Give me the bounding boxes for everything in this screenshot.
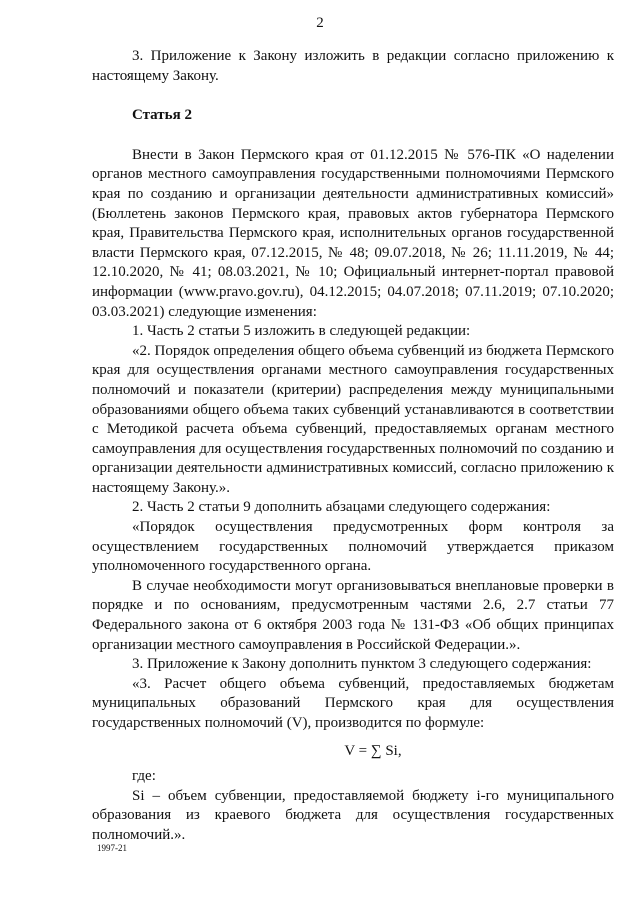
paragraph-definition: Si – объем субвенции, предоставляемой бюджету i-го муниципального образования из краевого бюджета для осуществления государственных полномочий.». <box>92 787 614 843</box>
paragraph-quote-control: «Порядок осуществления предусмотренных форм контроля за осуществлением государственных полномочий утверждается приказом уполномоченного государственного органа. <box>92 519 614 575</box>
paragraph-unscheduled-checks: В случае необходимости могут организовываться внеплановые проверки в порядке и по основаниям, предусмотренным частями 2.6, 2.7 статьи 77 Федерального закона от 6 октября 2003 года № 131-ФЗ «Об общих принципах организации местного самоуправления в Российской Федерации.». <box>92 577 614 653</box>
paragraph-item-1: 1. Часть 2 статьи 5 изложить в следующей редакции: <box>132 323 471 340</box>
paragraph-item-2: 2. Часть 2 статьи 9 дополнить абзацами следующего содержания: <box>132 499 551 516</box>
article-body <box>92 146 614 734</box>
paragraph-quote-calculation: «3. Расчет общего объема субвенций, предоставляемых бюджетам муниципальных образований Пермского края для осуществления государственных полномочий (V), производится по формуле: <box>92 675 614 731</box>
document-body <box>92 47 614 846</box>
article-heading: Статья 2 <box>132 107 192 124</box>
paragraph-amend-appendix: 3. Приложение к Закону изложить в редакции согласно приложению к настоящему Закону. <box>92 48 614 84</box>
paragraph-law-reference: Внести в Закон Пермского края от 01.12.2015 № 576-ПК «О наделении органов местного самоуправления государственными полномочиями Пермского края по созданию и организации деятельности административных комиссий» (Бюллетень законов Пермского края, правовых актов губернатора Пермского края, Правительства Пермского края, исполнительных органов государственной власти Пермского края, 07.12.2015, № 48; 09.07.2018, № 26; 11.11.2019, № 44; 12.10.2020, № 41; 08.03.2021, № 10; Официальный интернет-портал правовой информации (www.pravo.gov.ru), 04.12.2015; 04.07.2018; 07.11.2019; 07.10.2020; 03.03.2021) следующие изменения: <box>92 146 614 320</box>
where-label: где: <box>132 768 156 785</box>
page-number: 2 <box>316 15 324 31</box>
formula: V = ∑ Si, <box>344 742 402 759</box>
paragraph-quote-procedure: «2. Порядок определения общего объема субвенций из бюджета Пермского края для осуществления органами местного самоуправления государственных полномочий и показатели (критерии) распределения между муниципальными образованиями общего объема таких субвенций устанавливаются в соответствии с Методикой расчета объема субвенций, предоставляемых органам местного самоуправления для осуществления государственных полномочий по созданию и организации деятельности административных комиссий, согласно приложению к настоящему Закону.». <box>92 342 614 496</box>
paragraph-item-3: 3. Приложение к Закону дополнить пунктом 3 следующего содержания: <box>132 656 592 673</box>
footer-document-code: 1997-21 <box>97 843 127 853</box>
